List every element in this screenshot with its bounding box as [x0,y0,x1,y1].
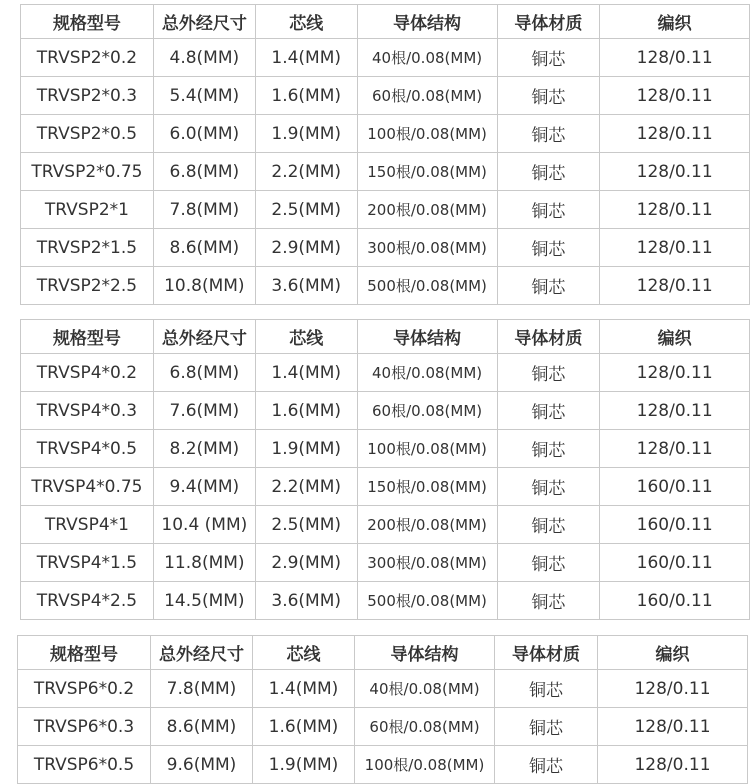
cell-conductor-structure: 100根/0.08(MM) [357,115,497,153]
header-row [21,5,750,39]
cell-conductor-material: 铜芯 [497,468,600,506]
table-row [21,229,750,267]
cell-outer-diameter: 4.8(MM) [153,39,255,77]
cell-conductor-material: 铜芯 [497,582,600,620]
cell-braid: 128/0.11 [600,354,750,392]
cell-conductor-material: 铜芯 [497,354,600,392]
cell-braid: 128/0.11 [600,77,750,115]
cell-braid: 128/0.11 [600,430,750,468]
cell-model: TRVSP4*0.3 [21,392,154,430]
cell-conductor-structure: 40根/0.08(MM) [357,39,497,77]
cell-model: TRVSP4*1.5 [21,544,154,582]
cell-model: TRVSP2*0.75 [21,153,154,191]
table-row [21,191,750,229]
cell-conductor-material: 铜芯 [497,77,600,115]
cell-conductor-material: 铜芯 [497,39,600,77]
table-row [21,115,750,153]
cell-braid: 160/0.11 [600,582,750,620]
cell-model: TRVSP6*0.2 [18,670,151,708]
cell-conductor-structure: 100根/0.08(MM) [357,430,497,468]
cell-conductor-structure: 150根/0.08(MM) [357,468,497,506]
header-conductor-structure: 导体结构 [357,320,497,354]
header-core-wire: 芯线 [255,5,357,39]
table-row [18,708,748,746]
cell-conductor-material: 铜芯 [497,506,600,544]
cell-model: TRVSP6*0.3 [18,708,151,746]
cell-outer-diameter: 8.6(MM) [153,229,255,267]
cell-core-wire: 3.6(MM) [255,582,357,620]
cell-braid: 128/0.11 [600,153,750,191]
spec-table-2-core [20,4,750,305]
cell-conductor-structure: 60根/0.08(MM) [357,77,497,115]
header-core-wire: 芯线 [255,320,357,354]
cell-outer-diameter: 8.2(MM) [153,430,255,468]
cell-core-wire: 1.4(MM) [255,354,357,392]
cell-conductor-material: 铜芯 [495,746,598,784]
cell-outer-diameter: 7.6(MM) [153,392,255,430]
cell-core-wire: 2.2(MM) [255,468,357,506]
cell-core-wire: 1.9(MM) [255,115,357,153]
cell-core-wire: 1.4(MM) [255,39,357,77]
cell-conductor-material: 铜芯 [497,191,600,229]
cell-braid: 128/0.11 [598,670,748,708]
cell-core-wire: 2.9(MM) [255,229,357,267]
cell-core-wire: 2.9(MM) [255,544,357,582]
cell-braid: 160/0.11 [600,544,750,582]
cell-braid: 160/0.11 [600,468,750,506]
cell-conductor-structure: 500根/0.08(MM) [357,267,497,305]
cell-outer-diameter: 9.6(MM) [151,746,253,784]
cell-model: TRVSP2*0.3 [21,77,154,115]
spec-table-6-core [17,635,748,784]
cell-braid: 160/0.11 [600,506,750,544]
cell-outer-diameter: 7.8(MM) [153,191,255,229]
cell-conductor-material: 铜芯 [497,267,600,305]
cell-conductor-structure: 40根/0.08(MM) [355,670,495,708]
cell-conductor-material: 铜芯 [497,115,600,153]
cell-conductor-material: 铜芯 [497,229,600,267]
cell-outer-diameter: 6.8(MM) [153,153,255,191]
header-core-wire: 芯线 [253,636,355,670]
cell-conductor-material: 铜芯 [495,708,598,746]
cell-model: TRVSP2*1.5 [21,229,154,267]
header-outer-diameter: 总外经尺寸 [153,5,255,39]
table-row [21,354,750,392]
cell-conductor-material: 铜芯 [495,670,598,708]
header-braid: 编织 [600,5,750,39]
cell-core-wire: 1.9(MM) [253,746,355,784]
header-model: 规格型号 [18,636,151,670]
cell-core-wire: 2.5(MM) [255,506,357,544]
cell-outer-diameter: 6.0(MM) [153,115,255,153]
header-braid: 编织 [598,636,748,670]
cell-conductor-structure: 300根/0.08(MM) [357,544,497,582]
cell-conductor-material: 铜芯 [497,392,600,430]
header-conductor-material: 导体材质 [497,320,600,354]
cell-conductor-structure: 200根/0.08(MM) [357,191,497,229]
header-conductor-material: 导体材质 [497,5,600,39]
cell-braid: 128/0.11 [600,392,750,430]
header-braid: 编织 [600,320,750,354]
cell-core-wire: 1.9(MM) [255,430,357,468]
cell-core-wire: 1.6(MM) [253,708,355,746]
table-row [18,670,748,708]
table-row [21,468,750,506]
table-row [18,746,748,784]
cell-outer-diameter: 6.8(MM) [153,354,255,392]
cell-model: TRVSP4*1 [21,506,154,544]
cell-core-wire: 1.6(MM) [255,392,357,430]
header-outer-diameter: 总外经尺寸 [151,636,253,670]
header-model: 规格型号 [21,320,154,354]
cell-conductor-structure: 40根/0.08(MM) [357,354,497,392]
header-outer-diameter: 总外经尺寸 [153,320,255,354]
cell-core-wire: 2.5(MM) [255,191,357,229]
cell-conductor-material: 铜芯 [497,544,600,582]
cell-model: TRVSP4*0.2 [21,354,154,392]
table-row [21,582,750,620]
table-row [21,77,750,115]
cell-outer-diameter: 8.6(MM) [151,708,253,746]
header-conductor-structure: 导体结构 [355,636,495,670]
cell-conductor-structure: 200根/0.08(MM) [357,506,497,544]
cell-outer-diameter: 11.8(MM) [153,544,255,582]
cell-braid: 128/0.11 [600,115,750,153]
table-row [21,153,750,191]
cell-core-wire: 1.6(MM) [255,77,357,115]
cell-braid: 128/0.11 [598,746,748,784]
table-row [21,430,750,468]
cell-braid: 128/0.11 [598,708,748,746]
cell-braid: 128/0.11 [600,267,750,305]
header-model: 规格型号 [21,5,154,39]
cell-model: TRVSP2*1 [21,191,154,229]
cell-outer-diameter: 10.4 (MM) [153,506,255,544]
cell-conductor-material: 铜芯 [497,153,600,191]
cell-outer-diameter: 9.4(MM) [153,468,255,506]
cell-braid: 128/0.11 [600,39,750,77]
cell-model: TRVSP2*0.2 [21,39,154,77]
cell-outer-diameter: 10.8(MM) [153,267,255,305]
cell-conductor-material: 铜芯 [497,430,600,468]
table-row [21,544,750,582]
cell-conductor-structure: 60根/0.08(MM) [355,708,495,746]
cell-outer-diameter: 7.8(MM) [151,670,253,708]
cell-braid: 128/0.11 [600,229,750,267]
cell-outer-diameter: 5.4(MM) [153,77,255,115]
header-row [21,320,750,354]
cell-conductor-structure: 300根/0.08(MM) [357,229,497,267]
cell-core-wire: 1.4(MM) [253,670,355,708]
header-row [18,636,748,670]
cell-model: TRVSP2*0.5 [21,115,154,153]
cell-braid: 128/0.11 [600,191,750,229]
table-row [21,506,750,544]
cell-model: TRVSP2*2.5 [21,267,154,305]
table-row [21,39,750,77]
spec-table-4-core [20,319,750,620]
cell-core-wire: 3.6(MM) [255,267,357,305]
table-row [21,392,750,430]
cell-model: TRVSP4*2.5 [21,582,154,620]
cell-conductor-structure: 150根/0.08(MM) [357,153,497,191]
header-conductor-material: 导体材质 [495,636,598,670]
cell-conductor-structure: 100根/0.08(MM) [355,746,495,784]
cell-outer-diameter: 14.5(MM) [153,582,255,620]
cell-conductor-structure: 60根/0.08(MM) [357,392,497,430]
cell-conductor-structure: 500根/0.08(MM) [357,582,497,620]
cell-model: TRVSP6*0.5 [18,746,151,784]
cell-model: TRVSP4*0.5 [21,430,154,468]
table-row [21,267,750,305]
cell-core-wire: 2.2(MM) [255,153,357,191]
header-conductor-structure: 导体结构 [357,5,497,39]
cell-model: TRVSP4*0.75 [21,468,154,506]
